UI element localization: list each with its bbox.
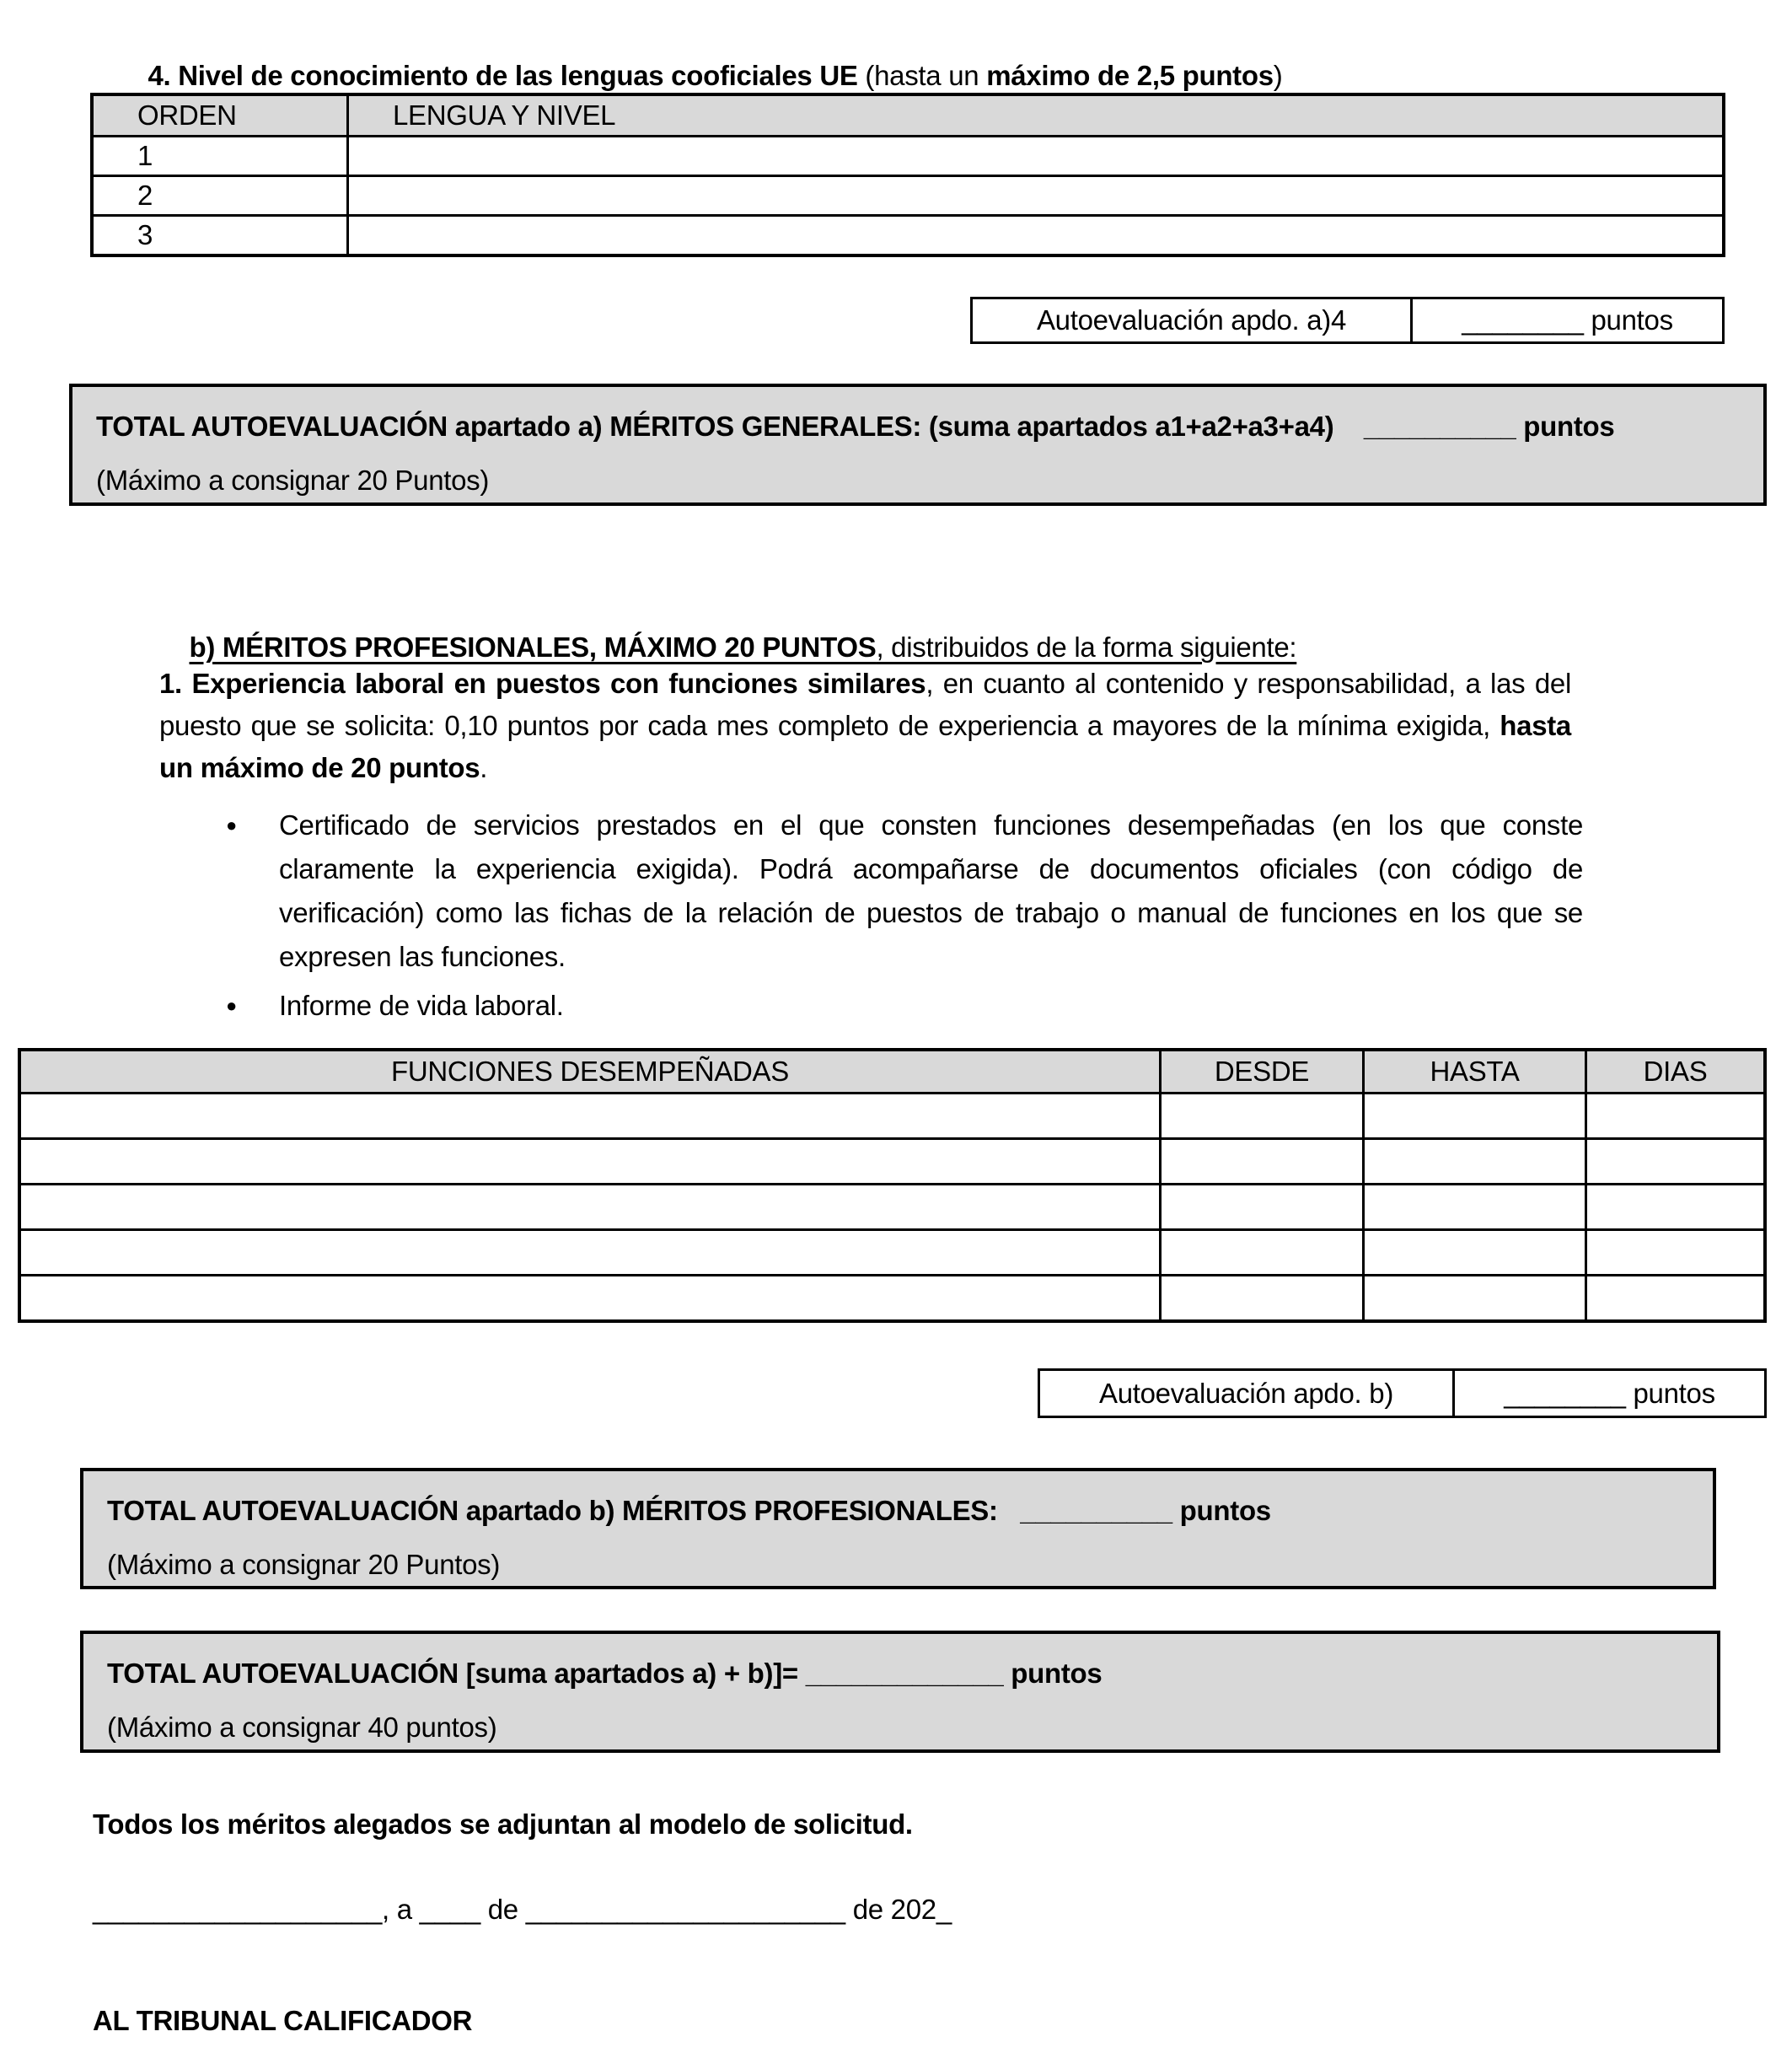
functions-table: [18, 1048, 1767, 1323]
total-autoeval-b-box: [80, 1468, 1716, 1589]
lengua-cell-empty: [348, 176, 1725, 216]
funciones-cell-empty: [19, 1185, 1161, 1230]
experience-bold1: 1. Experiencia laboral en puestos con funciones similares: [159, 668, 926, 699]
funciones-cell-empty: [19, 1094, 1161, 1139]
desde-cell-empty: [1161, 1185, 1364, 1230]
table-header-row: [19, 1050, 1765, 1094]
date-signature-line: ___________________, a ____ de _____________________ de 202_: [93, 1894, 952, 1925]
desde-cell-empty: [1161, 1094, 1364, 1139]
total-a-line1: TOTAL AUTOEVALUACIÓN apartado a) MÉRITOS GENERALES: (suma apartados a1+a2+a3+a4) __________ puntos: [96, 411, 1615, 442]
bullet-icon: ●: [226, 995, 237, 1016]
table-row: [19, 1139, 1765, 1185]
column-header-desde: DESDE: [1161, 1050, 1364, 1094]
autoeval-a-box: [970, 297, 1725, 344]
bullet-list: [226, 803, 1583, 1028]
table-header-row: [92, 94, 1724, 137]
dias-cell-empty: [1586, 1230, 1766, 1276]
hasta-cell-empty: [1364, 1276, 1586, 1322]
bullet-text-certificado: Certificado de servicios prestados en el que consten funciones desempeñadas (en los que conste claramente la experiencia exigida). Podrá acompañarse de documentos oficiales (con código de verificación) como las fichas de la relación de puestos de trabajo o manual de funciones en los que se expresen las funciones.: [279, 809, 1583, 972]
dias-cell-empty: [1586, 1185, 1766, 1230]
table-row: [19, 1276, 1765, 1322]
total-ab-line2: (Máximo a consignar 40 puntos): [107, 1712, 497, 1743]
hasta-cell-empty: [1364, 1139, 1586, 1185]
funciones-cell-empty: [19, 1139, 1161, 1185]
total-autoeval-ab-box: [80, 1631, 1720, 1753]
desde-cell-empty: [1161, 1230, 1364, 1276]
lengua-cell-empty: [348, 216, 1725, 256]
orden-cell: 1: [92, 137, 348, 176]
autoeval-a-label: Autoevaluación apdo. a)4: [1036, 304, 1347, 336]
desde-cell-empty: [1161, 1139, 1364, 1185]
total-autoeval-a-box: [69, 384, 1767, 506]
experience-bold2: hasta un máximo de 20 puntos: [159, 710, 1571, 783]
list-item: [226, 984, 1583, 1028]
autoeval-b-label: Autoevaluación apdo. b): [1098, 1377, 1394, 1409]
total-a-line2: (Máximo a consignar 20 Puntos): [96, 465, 490, 496]
dias-cell-empty: [1586, 1276, 1766, 1322]
funciones-cell-empty: [19, 1230, 1161, 1276]
column-header-dias: DIAS: [1586, 1050, 1766, 1094]
desde-cell-empty: [1161, 1276, 1364, 1322]
column-header-lengua-nivel: LENGUA Y NIVEL: [348, 94, 1725, 137]
column-header-funciones: FUNCIONES DESEMPEÑADAS: [19, 1050, 1161, 1094]
experience-paragraph: [159, 663, 1571, 789]
title-normal-part1: (hasta un: [857, 60, 987, 91]
tribunal-calificador-label: AL TRIBUNAL CALIFICADOR: [93, 2005, 473, 2036]
hasta-cell-empty: [1364, 1094, 1586, 1139]
orden-cell: 2: [92, 176, 348, 216]
column-header-orden: ORDEN: [92, 94, 348, 137]
title-bold-part2: máximo de 2,5 puntos: [986, 60, 1274, 91]
dias-cell-empty: [1586, 1139, 1766, 1185]
lengua-cell-empty: [348, 137, 1725, 176]
table-row: [92, 137, 1724, 176]
table-row: [92, 216, 1724, 256]
column-header-hasta: HASTA: [1364, 1050, 1586, 1094]
hasta-cell-empty: [1364, 1230, 1586, 1276]
title-normal-part2: ): [1273, 60, 1283, 91]
table-row: [92, 176, 1724, 216]
funciones-cell-empty: [19, 1276, 1161, 1322]
section-b-bold: b) MÉRITOS PROFESIONALES, MÁXIMO 20 PUNTOS: [189, 631, 877, 663]
total-ab-line1: TOTAL AUTOEVALUACIÓN [suma apartados a) + b)]= _____________ puntos: [107, 1658, 1103, 1689]
table-row: [19, 1094, 1765, 1139]
table-row: [19, 1185, 1765, 1230]
orden-cell: 3: [92, 216, 348, 256]
hasta-cell-empty: [1364, 1185, 1586, 1230]
language-level-table: [90, 93, 1725, 257]
list-item: [226, 803, 1583, 979]
table-row: [19, 1230, 1765, 1276]
autoeval-b-points-blank: ________ puntos: [1452, 1371, 1764, 1416]
experience-normal1: , en cuanto al contenido y responsabilidad, a las del puesto que se solicita: 0,10 puntos por cada mes completo de experiencia a mayores de la mínima exigida,: [159, 668, 1571, 741]
title-bold-part1: 4. Nivel de conocimiento de las lenguas cooficiales UE: [148, 60, 858, 91]
bullet-text-informe: Informe de vida laboral.: [279, 990, 564, 1021]
autoeval-a-points-blank: ________ puntos: [1410, 299, 1722, 341]
total-b-line1: TOTAL AUTOEVALUACIÓN apartado b) MÉRITOS PROFESIONALES: __________ puntos: [107, 1495, 1271, 1526]
section-b-normal: , distribuidos de la forma siguiente:: [876, 631, 1297, 663]
total-b-line2: (Máximo a consignar 20 Puntos): [107, 1549, 501, 1580]
dias-cell-empty: [1586, 1094, 1766, 1139]
autoeval-b-box: [1038, 1368, 1767, 1418]
attach-note: Todos los méritos alegados se adjuntan al modelo de solicitud.: [93, 1808, 913, 1840]
experience-normal2: .: [480, 752, 488, 783]
bullet-icon: ●: [226, 814, 237, 836]
